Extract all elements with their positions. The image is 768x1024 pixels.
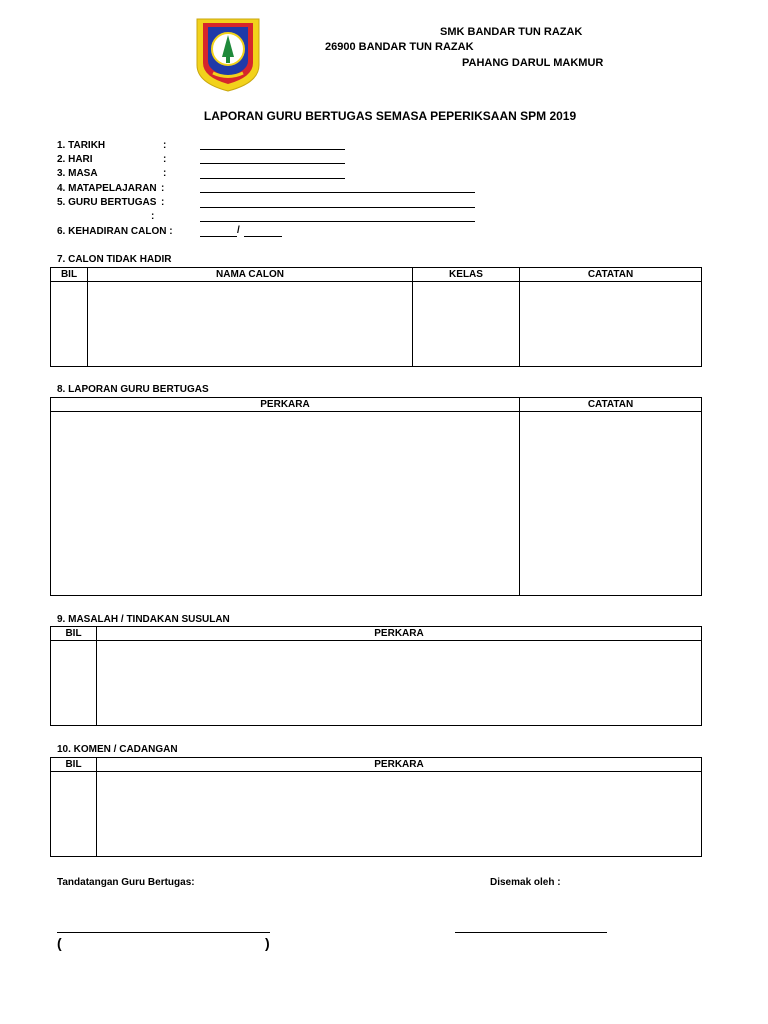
col-header-catatan: CATATAN	[520, 268, 702, 282]
signature-label-teacher: Tandatangan Guru Bertugas:	[57, 877, 195, 888]
col-header-bil: BIL	[51, 268, 88, 282]
table-cell[interactable]	[97, 772, 702, 857]
field-matapelajaran-label: 4. MATAPELAJARAN	[57, 183, 157, 194]
table-cell[interactable]	[51, 282, 88, 367]
col-header-bil: BIL	[51, 627, 97, 641]
comments-suggestions-table	[50, 757, 702, 857]
field-kehadiran-total-blank[interactable]	[244, 236, 282, 237]
school-address-line1: 26900 BANDAR TUN RAZAK	[325, 41, 474, 53]
field-guru-bertugas-blank-2[interactable]	[200, 221, 475, 222]
section10-title: 10. KOMEN / CADANGAN	[57, 744, 178, 755]
field-matapelajaran-colon: :	[161, 183, 165, 194]
report-title: LAPORAN GURU BERTUGAS SEMASA PEPERIKSAAN SPM 2019	[203, 109, 577, 123]
field-hari-colon: :	[163, 154, 167, 165]
col-header-bil: BIL	[51, 758, 97, 772]
table-cell[interactable]	[51, 772, 97, 857]
col-header-catatan: CATATAN	[520, 398, 702, 412]
table-cell[interactable]	[413, 282, 520, 367]
field-guru-bertugas-blank-1[interactable]	[200, 207, 475, 208]
section7-title: 7. CALON TIDAK HADIR	[57, 254, 172, 265]
field-kehadiran-label: 6. KEHADIRAN CALON :	[57, 226, 173, 237]
col-header-nama-calon: NAMA CALON	[88, 268, 413, 282]
signature-line-verifier[interactable]	[455, 932, 607, 933]
issues-followup-table	[50, 626, 702, 726]
col-header-kelas: KELAS	[413, 268, 520, 282]
absent-candidates-table	[50, 267, 702, 367]
field-guru-bertugas-2-colon: :	[151, 211, 155, 222]
field-hari-blank[interactable]	[200, 163, 345, 164]
name-paren-open: (	[57, 935, 62, 951]
col-header-perkara: PERKARA	[51, 398, 520, 412]
col-header-perkara: PERKARA	[97, 758, 702, 772]
section8-title: 8. LAPORAN GURU BERTUGAS	[57, 384, 209, 395]
school-name: SMK BANDAR TUN RAZAK	[440, 26, 583, 38]
school-address-line2: PAHANG DARUL MAKMUR	[462, 57, 604, 69]
table-cell[interactable]	[51, 412, 520, 596]
field-tarikh-colon: :	[163, 140, 167, 151]
school-crest-logo	[193, 13, 263, 93]
field-kehadiran-hadir-blank[interactable]	[200, 236, 237, 237]
table-cell[interactable]	[520, 282, 702, 367]
table-cell[interactable]	[97, 641, 702, 726]
field-hari-label: 2. HARI	[57, 154, 93, 165]
name-paren-close: )	[265, 935, 270, 951]
table-cell[interactable]	[88, 282, 413, 367]
table-cell[interactable]	[51, 641, 97, 726]
field-matapelajaran-blank[interactable]	[200, 192, 475, 193]
field-masa-colon: :	[163, 168, 167, 179]
duty-report-table	[50, 397, 702, 596]
table-cell[interactable]	[520, 412, 702, 596]
signature-line-teacher[interactable]	[57, 932, 270, 933]
field-guru-bertugas-colon: :	[161, 197, 165, 208]
field-tarikh-blank[interactable]	[200, 149, 345, 150]
section9-title: 9. MASALAH / TINDAKAN SUSULAN	[57, 614, 230, 625]
col-header-perkara: PERKARA	[97, 627, 702, 641]
field-tarikh-label: 1. TARIKH	[57, 140, 106, 151]
field-masa-blank[interactable]	[200, 178, 345, 179]
signature-label-verified-by: Disemak oleh :	[490, 877, 561, 888]
field-guru-bertugas-label: 5. GURU BERTUGAS	[57, 197, 157, 208]
field-kehadiran-slash: /	[237, 225, 240, 236]
field-masa-label: 3. MASA	[57, 168, 98, 179]
